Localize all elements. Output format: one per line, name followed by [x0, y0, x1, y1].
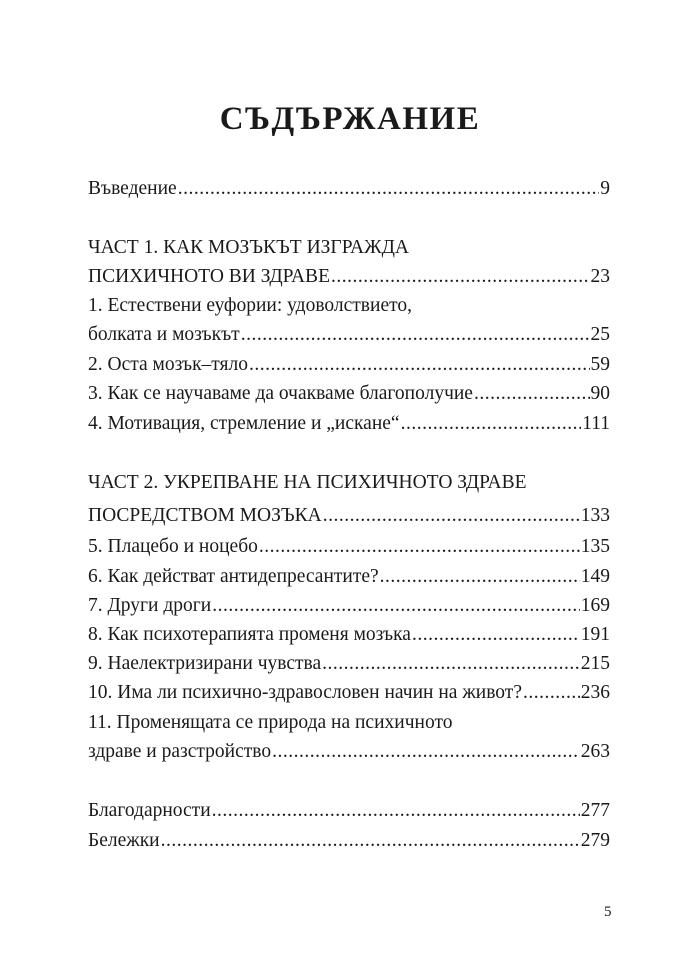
- toc-entry-chapter-2: [88, 351, 610, 379]
- entry-title: 10. Има ли психично-здравословен начин на живот?: [88, 682, 522, 703]
- dot-leader: [322, 650, 580, 678]
- entry-title: Въведение: [88, 178, 177, 199]
- entry-title: Благодарности: [88, 800, 211, 821]
- dot-leader: [401, 410, 582, 438]
- entry-title: болката и мозъкът: [88, 324, 240, 345]
- entry-title: 5. Плацебо и ноцебо: [88, 536, 258, 557]
- page-number: 5: [604, 904, 612, 920]
- entry-title: 3. Как се научаваме да очакваме благополучие: [88, 383, 473, 404]
- toc-entry-introduction: [88, 175, 610, 203]
- dot-leader: [212, 592, 580, 620]
- dot-leader: [161, 827, 580, 855]
- entry-page: 133: [580, 505, 610, 526]
- entry-page: 191: [580, 624, 610, 645]
- entry-page: 279: [580, 830, 610, 851]
- toc-entry-chapter-3: [88, 380, 610, 408]
- entry-page: 149: [580, 566, 610, 587]
- entry-page: 215: [580, 653, 610, 674]
- toc-entry-chapter-11: [88, 738, 610, 766]
- toc-entry-acknowledgements: [88, 797, 610, 825]
- entry-page: 25: [590, 324, 610, 345]
- dot-leader: [178, 175, 600, 203]
- dot-leader: [474, 380, 590, 408]
- entry-title: здраве и разстройство: [88, 741, 272, 762]
- toc-entry-chapter-10: [88, 679, 610, 707]
- entry-page: 236: [580, 682, 610, 703]
- dot-leader: [331, 263, 590, 291]
- toc-entry-part-1: [88, 263, 610, 291]
- entry-page: 9: [600, 178, 610, 199]
- dot-leader: [241, 321, 590, 349]
- entry-title: 6. Как действат антидепресантите?: [88, 566, 379, 587]
- toc-entry-chapter-8: [88, 621, 610, 649]
- toc-entry-chapter-7: [88, 592, 610, 620]
- dot-leader: [323, 502, 580, 530]
- entry-page: 169: [580, 595, 610, 616]
- entry-title: 2. Оста мозък–тяло: [88, 354, 249, 375]
- toc-entry-chapter-6: [88, 563, 610, 591]
- entry-page: 23: [590, 266, 610, 287]
- entry-page: 277: [580, 800, 610, 821]
- dot-leader: [380, 563, 580, 591]
- entry-page: 90: [590, 383, 610, 404]
- dot-leader: [212, 797, 580, 825]
- entry-title: ПОСРЕДСТВОМ МОЗЪКА: [88, 505, 322, 526]
- entry-title: 4. Мотивация, стремление и „искане“: [88, 413, 400, 434]
- page-title: СЪДЪРЖАНИЕ: [219, 101, 481, 137]
- toc-entry-chapter-1: [88, 321, 610, 349]
- dot-leader: [259, 533, 580, 561]
- entry-page: 263: [580, 741, 610, 762]
- entry-title: 9. Наелектризирани чувства: [88, 653, 322, 674]
- entry-page: 111: [582, 413, 610, 434]
- dot-leader: [272, 738, 580, 766]
- entry-title: ПСИХИЧНОТО ВИ ЗДРАВЕ: [88, 266, 330, 287]
- part-2-heading: ЧАСТ 2. УКРЕПВАНЕ НА ПСИХИЧНОТО ЗДРАВЕ: [88, 472, 527, 493]
- toc-entry-chapter-9: [88, 650, 610, 678]
- chapter-11-line-1: 11. Променящата се природа на психичното: [88, 712, 453, 733]
- dot-leader: [412, 621, 580, 649]
- toc-entry-part-2: [88, 502, 610, 530]
- dot-leader: [523, 679, 580, 707]
- chapter-1-line-1: 1. Естествени еуфории: удоволствието,: [88, 295, 412, 316]
- part-1-heading: ЧАСТ 1. КАК МОЗЪКЪТ ИЗГРАЖДА: [88, 237, 409, 258]
- toc-entry-notes: [88, 827, 610, 855]
- entry-title: 7. Други дроги: [88, 595, 212, 616]
- toc-entry-chapter-5: [88, 533, 610, 561]
- entry-title: 8. Как психотерапията променя мозъка: [88, 624, 411, 645]
- dot-leader: [249, 351, 589, 379]
- entry-page: 59: [590, 354, 610, 375]
- entry-page: 135: [580, 536, 610, 557]
- toc-entry-chapter-4: [88, 410, 610, 438]
- entry-title: Бележки: [88, 830, 160, 851]
